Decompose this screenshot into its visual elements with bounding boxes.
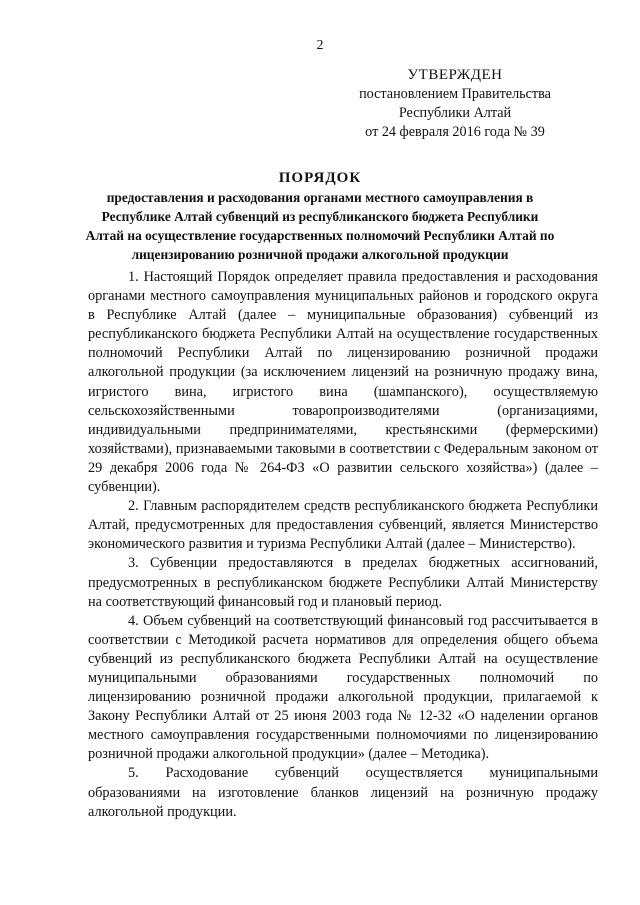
approval-stamp bbox=[355, 66, 555, 142]
approval-line-2: Республики Алтай bbox=[398, 105, 512, 121]
paragraph-5: 5. Расходование субвенций осуществляется муниципальными образованиями на изготовление бланков лицензий на розничную продажу алкогольной продукции. bbox=[88, 765, 598, 820]
paragraph-4: 4. Объем субвенций на соответствующий финансовый год рассчитывается в соответствии с Методикой расчета нормативов для определения общего объема субвенций из республиканского бюджета Республики Алтай на осуществление муниципальными образованиями государственных полномочий по лицензированию розничной продажи алкогольной продукции, прилагаемой к Закону Республики Алтай от 25 июня 2003 года № 12-32 «О наделении органов местного самоуправления государственными полномочиями по лицензированию розничной продажи алкогольной продукции» (далее – Методика). bbox=[88, 612, 598, 763]
paragraph-2: 2. Главным распорядителем средств республиканского бюджета Республики Алтай, предусмотренных для предоставления субвенций, является Министерство экономического развития и туризма Республики Алтай (далее – Министерство). bbox=[88, 498, 598, 553]
document-body bbox=[88, 268, 598, 822]
approval-line-1: постановлением Правительства bbox=[359, 86, 551, 102]
document-title: ПОРЯДОК bbox=[278, 170, 362, 186]
document-subtitle: предоставления и расходования органами местного самоуправления в Республике Алтай субвенций из республиканского бюджета Республики Алтай на осуществление государственных полномочий Республики Алтай по лицензированию розничной продажи алкогольной продукции bbox=[85, 190, 555, 262]
approval-line-3: от 24 февраля 2016 года № 39 bbox=[365, 124, 545, 140]
page-number: 2 bbox=[316, 38, 324, 53]
approved-label: УТВЕРЖДЕН bbox=[407, 67, 503, 83]
paragraph-1: 1. Настоящий Порядок определяет правила предоставления и расходования органами местного самоуправления муниципальных районов и городского округа в Республике Алтай (далее – муниципальные образования) субвенций из республиканского бюджета Республики Алтай на осуществление государственных полномочий Республики Алтай по лицензированию розничной продажи алкогольной продукции (за исключением лицензий на розничную продажу вина, игристого вина, игристого вина (шампанского), осуществляемую сельскохозяйственными товаропроизводителями (организациями, индивидуальными предпринимателями, крестьянскими (фермерскими) хозяйствами), признаваемыми таковыми в соответствии с Федеральным законом от 29 декабря 2006 года № 264-ФЗ «О развитии сельского хозяйства») (далее – субвенции). bbox=[88, 269, 598, 496]
paragraph-3: 3. Субвенции предоставляются в пределах бюджетных ассигнований, предусмотренных в республиканском бюджете Республики Алтай Министерству на соответствующий финансовый год и плановый период. bbox=[88, 555, 598, 610]
